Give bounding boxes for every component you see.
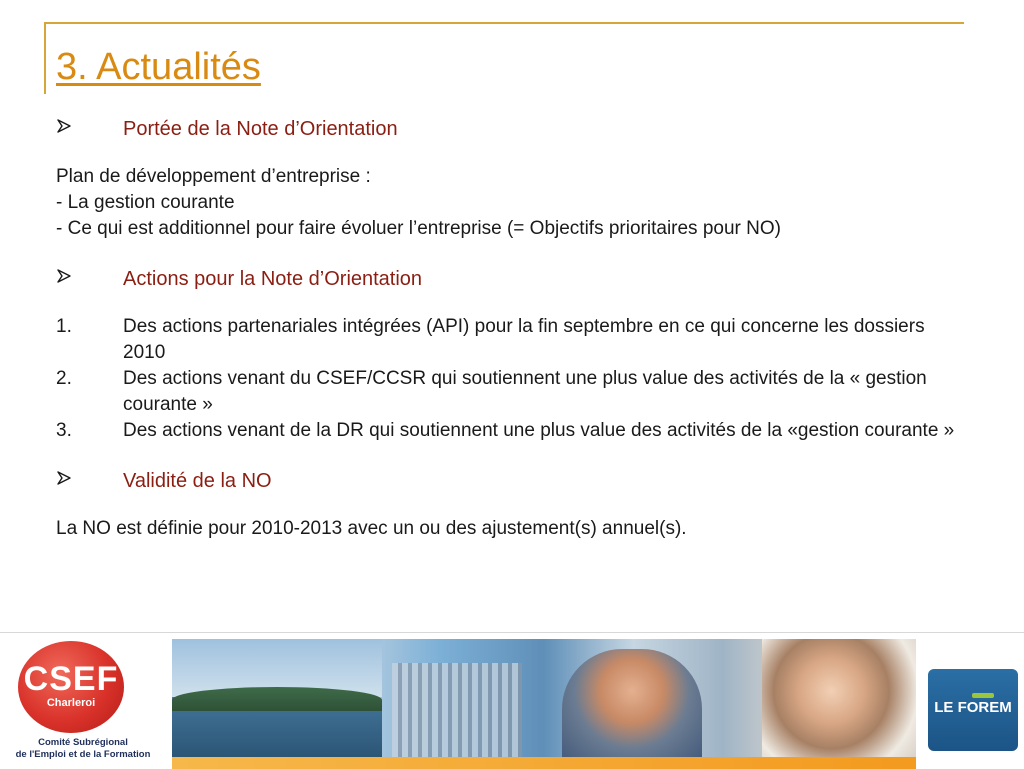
section-heading-portee: [56, 116, 956, 146]
photo-worker: [562, 649, 702, 769]
csef-logo: [14, 639, 152, 765]
arrow-bullet-icon: [56, 118, 72, 134]
forem-logo-accent: [972, 693, 994, 698]
forem-logo-text: LE FOREM: [934, 699, 1012, 716]
validity-text: La NO est définie pour 2010-2013 avec un ou des ajustement(s) annuel(s).: [56, 518, 687, 539]
arrow-bullet-icon: [56, 268, 72, 284]
arrow-bullet-icon: [56, 470, 72, 486]
section-heading-label: Portée de la Note d’Orientation: [123, 118, 398, 140]
csef-caption-line: Comité Subrégional: [38, 737, 128, 748]
csef-logo-city: Charleroi: [46, 697, 96, 709]
csef-caption-line: de l'Emploi et de la Formation: [15, 749, 151, 760]
action-text: Des actions venant du CSEF/CCSR qui soutiennent une plus value des activités de la « gestion courante »: [123, 368, 927, 415]
photo-machinery: [392, 663, 522, 769]
section-heading-actions: [56, 266, 956, 296]
csef-logo-badge: [18, 641, 124, 733]
action-text: Des actions partenariales intégrées (API) pour la fin septembre en ce qui concerne les dossiers 2010: [123, 316, 925, 363]
plan-item: - Ce qui est additionnel pour faire évoluer l’entreprise (= Objectifs prioritaires pour NO): [56, 218, 781, 239]
photo-lake-hills: [172, 687, 382, 713]
section-heading-validite: [56, 468, 956, 498]
plan-intro: Plan de développement d’entreprise :: [56, 166, 371, 187]
action-text: Des actions venant de la DR qui soutiennent une plus value des activités de la «gestion courante »: [123, 420, 955, 441]
plan-item: - La gestion courante: [56, 192, 235, 213]
csef-logo-word: CSEF: [23, 660, 119, 698]
section-heading-label: Validité de la NO: [123, 470, 272, 492]
photo-lab-technician: [762, 639, 916, 769]
frame-top-border: [44, 22, 964, 24]
photo-collage: [172, 639, 916, 769]
section-heading-label: Actions pour la Note d’Orientation: [123, 268, 423, 290]
action-number: 2.: [56, 368, 72, 389]
action-number: 1.: [56, 316, 72, 337]
slide-content: [56, 116, 956, 542]
action-item: [56, 366, 956, 418]
forem-logo: [928, 669, 1018, 751]
frame-left-border: [44, 22, 46, 94]
csef-caption: [14, 737, 152, 761]
action-item: [56, 418, 956, 444]
slide-title: 3. Actualités: [56, 46, 261, 88]
action-number: 3.: [56, 420, 72, 441]
footer-banner: [0, 632, 1024, 769]
footer-orange-bar: [172, 757, 916, 769]
action-item: [56, 314, 956, 366]
